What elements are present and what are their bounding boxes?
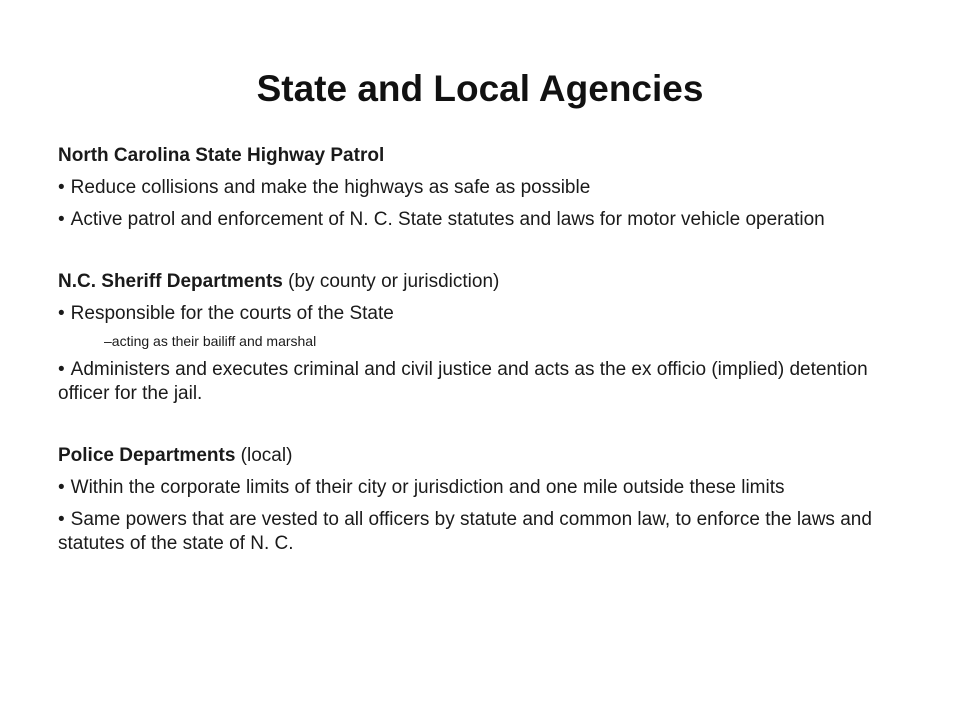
dash-icon: – bbox=[104, 333, 112, 349]
section-heading-bold: N.C. Sheriff Departments bbox=[58, 271, 283, 292]
sub-list-item bbox=[104, 332, 908, 350]
section-heading-rest: (by county or jurisdiction) bbox=[282, 271, 500, 292]
section-heading-bold: Police Departments bbox=[58, 445, 236, 466]
slide-title: State and Local Agencies bbox=[256, 68, 704, 109]
sub-bullet-text: acting as their bailiff and marshal bbox=[111, 333, 317, 349]
bullet-text: Within the corporate limits of their city or jurisdiction and one mile outside these limits bbox=[70, 477, 785, 498]
bullet-text: Same powers that are vested to all officers by statute and common law, to enforce the laws and statutes of the state of N. C. bbox=[58, 509, 872, 554]
bullet-icon: • bbox=[58, 477, 65, 498]
bullet-icon: • bbox=[58, 177, 65, 198]
bullet-icon: • bbox=[58, 303, 65, 324]
list-item bbox=[58, 302, 908, 326]
list-item bbox=[58, 508, 908, 556]
section-heading-sheriff bbox=[58, 270, 908, 294]
list-item bbox=[58, 476, 908, 500]
bullet-icon: • bbox=[58, 209, 65, 230]
section-heading-rest: (local) bbox=[235, 445, 293, 466]
list-item bbox=[58, 176, 908, 200]
bullet-text: Active patrol and enforcement of N. C. State statutes and laws for motor vehicle operation bbox=[70, 209, 825, 230]
section-heading-bold: North Carolina State Highway Patrol bbox=[58, 145, 385, 166]
list-item bbox=[58, 208, 908, 232]
section-heading-highway-patrol bbox=[58, 144, 908, 168]
section-heading-police bbox=[58, 444, 908, 468]
bullet-icon: • bbox=[58, 359, 65, 380]
bullet-text: Responsible for the courts of the State bbox=[70, 303, 394, 324]
list-item bbox=[58, 358, 908, 406]
bullet-text: Administers and executes criminal and civil justice and acts as the ex officio (implied) detention officer for the jail. bbox=[58, 359, 868, 404]
slide-content bbox=[58, 144, 908, 564]
bullet-text: Reduce collisions and make the highways as safe as possible bbox=[70, 177, 591, 198]
bullet-icon: • bbox=[58, 509, 65, 530]
